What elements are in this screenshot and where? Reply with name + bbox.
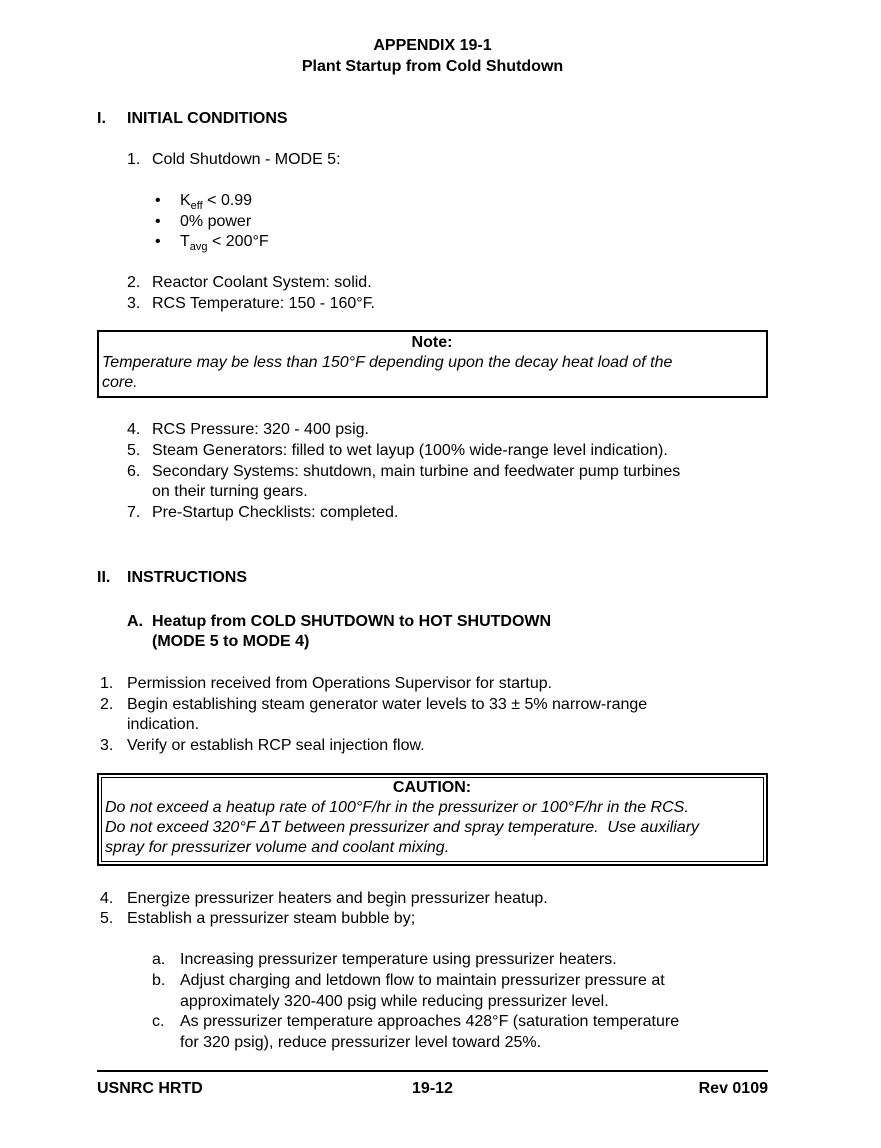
list-item bbox=[127, 441, 768, 462]
bullet-text bbox=[180, 191, 252, 212]
item-number: 5. bbox=[127, 442, 141, 460]
footer-revision: Rev 0109 bbox=[698, 1080, 768, 1097]
bullet-text bbox=[180, 212, 251, 233]
item-text: Cold Shutdown - MODE 5: bbox=[152, 151, 341, 169]
page-footer bbox=[97, 1070, 768, 1100]
item-letter: b. bbox=[152, 971, 166, 989]
list-item bbox=[100, 889, 768, 910]
bullet-text-main: T bbox=[180, 233, 190, 251]
item-text: Secondary Systems: shutdown, main turbine and feedwater pump turbines on their turning gears. bbox=[152, 462, 681, 501]
initial-conditions-list-top bbox=[127, 150, 768, 171]
note-box bbox=[97, 330, 768, 398]
bullet-text-main: 0% power bbox=[180, 212, 252, 230]
bullet-text bbox=[180, 232, 269, 253]
document-subtitle: Plant Startup from Cold Shutdown bbox=[301, 57, 564, 75]
list-item bbox=[152, 1012, 768, 1053]
item-text: As pressurizer temperature approaches 428°F (saturation temperature for 320 psig), reduce pressurizer level toward 25%. bbox=[180, 1013, 680, 1051]
bullet-text-subscript: avg bbox=[189, 241, 208, 254]
caution-box-inner bbox=[101, 777, 764, 862]
bullet-icon: • bbox=[155, 212, 161, 230]
list-item bbox=[100, 736, 768, 757]
section-heading-label: INSTRUCTIONS bbox=[127, 568, 247, 586]
bullet-item bbox=[155, 191, 768, 212]
section-heading-label: INITIAL CONDITIONS bbox=[127, 110, 288, 128]
item-text: Reactor Coolant System: solid. bbox=[152, 273, 372, 291]
appendix-title: APPENDIX 19-1 bbox=[373, 37, 492, 54]
section-number: II. bbox=[97, 568, 111, 586]
list-item bbox=[127, 294, 768, 315]
item-number: 3. bbox=[127, 294, 141, 312]
bullet-text-rest: < 200°F bbox=[207, 233, 269, 251]
subsection-heading-A bbox=[127, 612, 768, 653]
steam-bubble-substeps bbox=[152, 950, 768, 1054]
item-number: 4. bbox=[100, 889, 114, 907]
caution-box bbox=[97, 773, 768, 866]
list-item bbox=[127, 462, 768, 503]
document-content bbox=[97, 0, 768, 1054]
caution-title: CAUTION: bbox=[392, 778, 472, 796]
item-text: Increasing pressurizer temperature using pressurizer heaters. bbox=[180, 951, 617, 969]
item-text: Pre-Startup Checklists: completed. bbox=[152, 504, 399, 522]
list-item bbox=[100, 695, 768, 736]
initial-conditions-list-mid bbox=[127, 273, 768, 314]
item-number: 2. bbox=[100, 695, 114, 713]
list-item bbox=[100, 909, 768, 930]
item-text: Establish a pressurizer steam bubble by; bbox=[127, 910, 416, 928]
section-heading-initial-conditions bbox=[97, 109, 768, 130]
instructions-list-bottom bbox=[100, 889, 768, 930]
item-letter: a. bbox=[152, 951, 166, 969]
caution-body: Do not exceed a heatup rate of 100°F/hr in the pressurizer or 100°F/hr in the RCS. Do not exceed 320°F ΔT between pressurizer and spray temperature. Use auxiliary spray for pressurizer volume and coolant mixing. bbox=[105, 798, 700, 856]
list-item bbox=[127, 503, 768, 524]
item-letter: c. bbox=[152, 1013, 165, 1031]
bullet-icon: • bbox=[155, 233, 161, 251]
item-number: 3. bbox=[100, 737, 114, 755]
bullet-text-main: K bbox=[180, 191, 191, 209]
item-text: Begin establishing steam generator water levels to 33 ± 5% narrow-range indication. bbox=[127, 695, 648, 734]
bullet-item bbox=[155, 212, 768, 233]
item-number: 7. bbox=[127, 504, 141, 522]
item-text: Permission received from Operations Supervisor for startup. bbox=[127, 674, 553, 692]
note-title: Note: bbox=[411, 334, 453, 352]
section-number: I. bbox=[97, 110, 106, 128]
item-number: 1. bbox=[100, 674, 114, 692]
item-number: 4. bbox=[127, 421, 141, 439]
document-title-block bbox=[97, 0, 768, 77]
mode5-bullet-list bbox=[155, 191, 768, 253]
bullet-text-rest: < 0.99 bbox=[202, 191, 253, 209]
subsection-title: Heatup from COLD SHUTDOWN to HOT SHUTDOWN (MODE 5 to MODE 4) bbox=[152, 612, 552, 651]
bullet-item bbox=[155, 232, 768, 253]
item-text: RCS Pressure: 320 - 400 psig. bbox=[152, 421, 369, 439]
item-text: RCS Temperature: 150 - 160°F. bbox=[152, 294, 376, 312]
instructions-list-top bbox=[100, 674, 768, 757]
list-item bbox=[152, 950, 768, 971]
note-body: Temperature may be less than 150°F depending upon the decay heat load of the core. bbox=[102, 354, 673, 392]
list-item bbox=[127, 273, 768, 294]
list-item bbox=[127, 150, 768, 171]
footer-org: USNRC HRTD bbox=[97, 1080, 203, 1097]
item-text: Steam Generators: filled to wet layup (100% wide-range level indication). bbox=[152, 442, 668, 460]
subsection-letter: A. bbox=[127, 612, 143, 630]
item-number: 1. bbox=[127, 151, 141, 169]
item-text: Verify or establish RCP seal injection flow. bbox=[127, 737, 425, 755]
item-number: 2. bbox=[127, 273, 141, 291]
list-item bbox=[100, 674, 768, 695]
item-number: 6. bbox=[127, 462, 141, 480]
item-text: Adjust charging and letdown flow to maintain pressurizer pressure at approximately 320-400 psig while reducing pressurizer level. bbox=[180, 971, 665, 1010]
item-text: Energize pressurizer heaters and begin pressurizer heatup. bbox=[127, 889, 548, 907]
bullet-text-subscript: eff bbox=[190, 200, 203, 212]
bullet-icon: • bbox=[155, 191, 161, 209]
list-item bbox=[127, 420, 768, 441]
section-heading-instructions bbox=[97, 568, 768, 589]
initial-conditions-list-bottom bbox=[127, 420, 768, 524]
item-number: 5. bbox=[100, 910, 114, 928]
list-item bbox=[152, 971, 768, 1012]
footer-page-number: 19-12 bbox=[412, 1080, 453, 1097]
